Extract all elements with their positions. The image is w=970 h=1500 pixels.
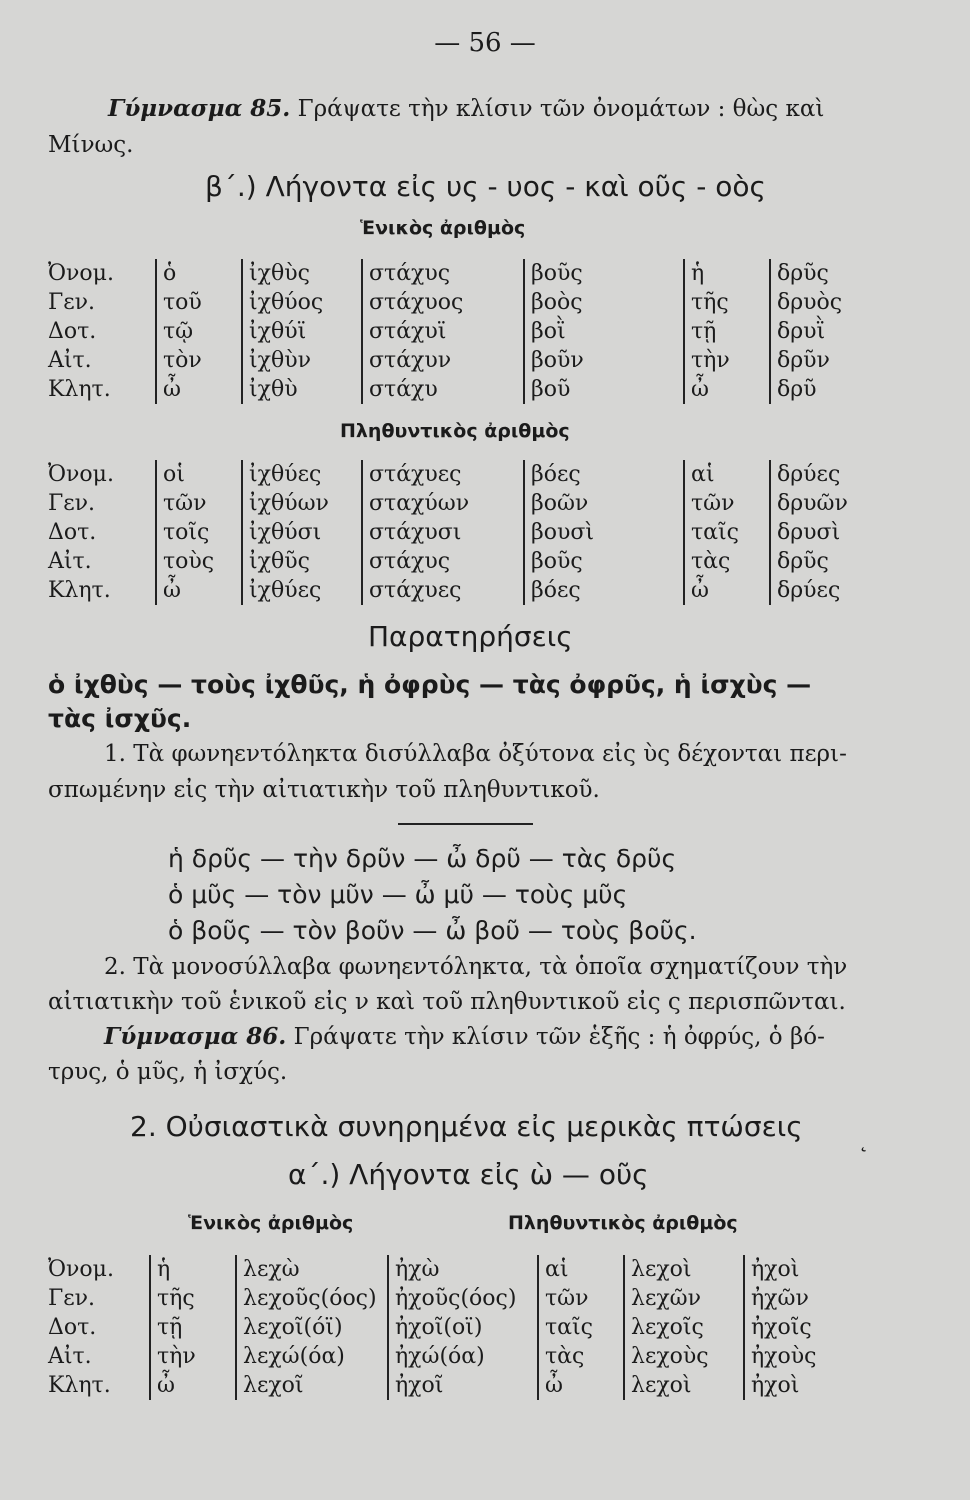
table-cell: δρῦν [770, 346, 880, 375]
table-cell: στάχυσι [362, 518, 524, 547]
table-cell: ταῖς [684, 518, 770, 547]
table-cell: αἱ [684, 460, 770, 489]
table-cell: λεχοὺς [624, 1342, 744, 1371]
table-cell: τὰς [684, 547, 770, 576]
table-row [48, 460, 880, 489]
section-b-heading: β΄.) Λήγοντα εἰς υς - υος - καὶ οῦς - οὸς [205, 170, 766, 203]
table-cell: λεχὼ [236, 1255, 388, 1284]
case-label: Κλητ. [48, 1373, 111, 1398]
table-row [48, 1313, 854, 1342]
table-cell: ἠχῶν [744, 1284, 854, 1313]
table-cell: δρυῶν [770, 489, 880, 518]
table-cell: οἱ [156, 460, 242, 489]
table-cell: βοῦ [524, 375, 684, 404]
section-b-plural-table [48, 460, 880, 605]
table-cell: ὦ [684, 576, 770, 605]
table-cell: ὦ [538, 1371, 624, 1400]
table-cell: ἰχθὺ [242, 375, 362, 404]
exercise-86-title: Γύμνασμα 86. [104, 1023, 287, 1050]
case-label: Κλητ. [48, 377, 111, 402]
table-cell: ἠχοὺς [744, 1342, 854, 1371]
table-row [48, 346, 880, 375]
case-label: Αἰτ. [48, 1344, 92, 1369]
section-2-subheading: α΄.) Λήγοντα εἰς ὼ — οῦς [288, 1158, 649, 1191]
divider [398, 823, 533, 825]
table-cell: λεχοῖ [236, 1371, 388, 1400]
table-row [48, 288, 880, 317]
table-cell: ὦ [156, 576, 242, 605]
case-label: Κλητ. [48, 578, 111, 603]
case-label: Γεν. [48, 290, 96, 315]
table-cell: ὦ [684, 375, 770, 404]
exercise-85-line2: Μίνως. [48, 132, 134, 158]
table-cell: τῶν [538, 1284, 624, 1313]
table-row [48, 1284, 854, 1313]
table-row [48, 489, 880, 518]
section-2-singular-title: Ἑνικὸς ἀριθμὸς [188, 1212, 354, 1234]
rule-1-line2: σπωμένην εἰς τὴν αἰτιατικὴν τοῦ πληθυντικοῦ. [48, 777, 600, 803]
table-cell: τῷ [156, 317, 242, 346]
table-row [48, 375, 880, 404]
case-label: Ὀνομ. [48, 462, 114, 487]
table-cell: τὸν [156, 346, 242, 375]
example-line-3: ὁ βοῦς — τὸν βοῦν — ὦ βοῦ — τοὺς βοῦς. [168, 916, 697, 945]
table-cell: δρύες [770, 460, 880, 489]
table-row [48, 259, 880, 288]
table-cell: ἡ [150, 1255, 236, 1284]
section-2-table [48, 1255, 854, 1400]
rule-2-line1: 2. Τὰ μονοσύλλαβα φωνηεντόληκτα, τὰ ὁποῖα σχηματίζουν τὴν [104, 954, 848, 980]
section-2-plural-title: Πληθυντικὸς ἀριθμὸς [508, 1212, 738, 1234]
case-label: Γεν. [48, 1286, 96, 1311]
table-cell: δρῦ [770, 375, 880, 404]
table-cell: ἰχθύϊ [242, 317, 362, 346]
table-cell: ὦ [150, 1371, 236, 1400]
table-cell: λεχοὶ [624, 1255, 744, 1284]
table-cell: ἠχὼ [388, 1255, 538, 1284]
table-cell: ἠχοὶ [744, 1371, 854, 1400]
table-cell: βοῶν [524, 489, 684, 518]
table-cell: τῶν [156, 489, 242, 518]
case-label: Αἰτ. [48, 348, 92, 373]
table-cell: ἰχθύες [242, 576, 362, 605]
table-cell: στάχυ [362, 375, 524, 404]
table-row [48, 1371, 854, 1400]
observations-bold-line2: τὰς ἰσχῦς. [48, 704, 192, 733]
table-cell: ἠχοῖς [744, 1313, 854, 1342]
table-cell: βουσὶ [524, 518, 684, 547]
table-cell: τοῖς [156, 518, 242, 547]
example-line-2: ὁ μῦς — τὸν μῦν — ὦ μῦ — τοὺς μῦς [168, 880, 628, 909]
table-cell: δρύες [770, 576, 880, 605]
table-cell: ἰχθὺς [242, 259, 362, 288]
table-cell: στάχυς [362, 259, 524, 288]
table-cell: λεχοῖ(όϊ) [236, 1313, 388, 1342]
page-number: — 56 — [434, 28, 536, 58]
table-cell: τοὺς [156, 547, 242, 576]
table-cell: δρυσὶ [770, 518, 880, 547]
table-cell: βοῒ [524, 317, 684, 346]
table-row [48, 317, 880, 346]
table-row [48, 518, 880, 547]
table-cell: ἰχθύσι [242, 518, 362, 547]
exercise-85-title: Γύμνασμα 85. [108, 95, 291, 122]
table-row [48, 1342, 854, 1371]
table-cell: σταχύων [362, 489, 524, 518]
observations-heading: Παρατηρήσεις [368, 620, 573, 653]
case-label: Αἰτ. [48, 549, 92, 574]
exercise-86-line2: τρυς, ὁ μῦς, ἡ ἰσχύς. [48, 1059, 288, 1085]
table-cell: ἠχοῦς(όος) [388, 1284, 538, 1313]
example-line-1: ἡ δρῦς — τὴν δρῦν — ὦ δρῦ — τὰς δρῦς [168, 844, 677, 873]
table-cell: ἰχθύων [242, 489, 362, 518]
table-cell: βοῦς [524, 547, 684, 576]
table-cell: τοῦ [156, 288, 242, 317]
stray-mark: ˛ [858, 1128, 869, 1153]
table-cell: ἠχώ(όα) [388, 1342, 538, 1371]
table-cell: δρῦς [770, 259, 880, 288]
table-cell: τῆς [150, 1284, 236, 1313]
table-cell: αἱ [538, 1255, 624, 1284]
exercise-85-line1 [108, 92, 824, 126]
table-cell: στάχυϊ [362, 317, 524, 346]
table-cell: δρυῒ [770, 317, 880, 346]
table-cell: λεχοῦς(όος) [236, 1284, 388, 1313]
observations-bold-line1: ὁ ἰχθὺς — τοὺς ἰχθῦς, ἡ ὀφρὺς — τὰς ὀφρῦς, ἡ ἰσχὺς — [48, 670, 812, 699]
rule-2-line2: αἰτιατικὴν τοῦ ἑνικοῦ εἰς ν καὶ τοῦ πληθυντικοῦ εἰς ς περισπῶνται. [48, 989, 846, 1015]
table-cell: ἠχοῖ [388, 1371, 538, 1400]
table-cell: λεχώ(όα) [236, 1342, 388, 1371]
table-cell: ἠχοῖ(οϊ) [388, 1313, 538, 1342]
table-cell: ἠχοὶ [744, 1255, 854, 1284]
table-cell: στάχυος [362, 288, 524, 317]
table-cell: δρυὸς [770, 288, 880, 317]
case-label: Ὀνομ. [48, 1257, 114, 1282]
table-cell: τῶν [684, 489, 770, 518]
table-cell: βοῦν [524, 346, 684, 375]
table-cell: βόες [524, 576, 684, 605]
table-cell: τῆς [684, 288, 770, 317]
table-cell: στάχυες [362, 460, 524, 489]
table-cell: λεχῶν [624, 1284, 744, 1313]
table-cell: τὴν [150, 1342, 236, 1371]
exercise-86-line1 [104, 1020, 825, 1054]
case-label: Δοτ. [48, 319, 97, 344]
table-row [48, 547, 880, 576]
section-2-heading: 2. Οὐσιαστικὰ συνηρημένα εἰς μερικὰς πτώσεις [130, 1110, 803, 1143]
table-cell: ὦ [156, 375, 242, 404]
table-cell: τῇ [150, 1313, 236, 1342]
table-cell: ἰχθῦς [242, 547, 362, 576]
table-cell: τὴν [684, 346, 770, 375]
table-cell: ὁ [156, 259, 242, 288]
table-cell: ἰχθύες [242, 460, 362, 489]
table-cell: τῇ [684, 317, 770, 346]
table-cell: βοῦς [524, 259, 684, 288]
table-cell: στάχυες [362, 576, 524, 605]
table-cell: ἰχθὺν [242, 346, 362, 375]
table-cell: βόες [524, 460, 684, 489]
table-cell: τὰς [538, 1342, 624, 1371]
section-b-plural-title: Πληθυντικὸς ἀριθμὸς [340, 420, 570, 442]
table-cell: δρῦς [770, 547, 880, 576]
section-b-singular-table [48, 259, 880, 404]
table-cell: λεχοῖς [624, 1313, 744, 1342]
exercise-85-text: Γράψατε τὴν κλίσιν τῶν ὀνομάτων : θὼς καὶ [297, 96, 825, 122]
table-cell: στάχυς [362, 547, 524, 576]
rule-1-line1: 1. Τὰ φωνηεντόληκτα δισύλλαβα ὀξύτονα εἰς ὺς δέχονται περι- [104, 741, 847, 767]
case-label: Δοτ. [48, 1315, 97, 1340]
table-cell: ἡ [684, 259, 770, 288]
table-row [48, 576, 880, 605]
table-cell: στάχυν [362, 346, 524, 375]
case-label: Γεν. [48, 491, 96, 516]
table-cell: ταῖς [538, 1313, 624, 1342]
table-cell: ἰχθύος [242, 288, 362, 317]
case-label: Ὀνομ. [48, 261, 114, 286]
table-row [48, 1255, 854, 1284]
exercise-86-text: Γράψατε τὴν κλίσιν τῶν ἑξῆς : ἡ ὀφρύς, ὁ βό- [293, 1024, 825, 1050]
case-label: Δοτ. [48, 520, 97, 545]
table-cell: βοὸς [524, 288, 684, 317]
section-b-singular-title: Ἑνικὸς ἀριθμὸς [360, 217, 526, 239]
table-cell: λεχοὶ [624, 1371, 744, 1400]
